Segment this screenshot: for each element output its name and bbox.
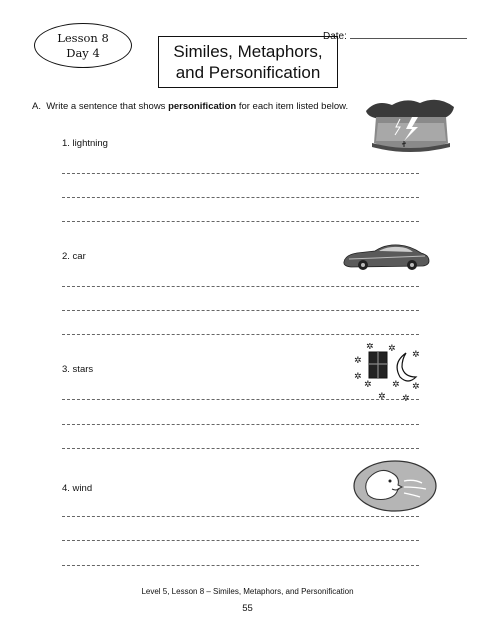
svg-text:✲: ✲: [366, 343, 374, 352]
car-icon: [341, 242, 431, 272]
item-label-stars: 3. stars: [62, 364, 94, 375]
date-blank[interactable]: [350, 30, 467, 39]
instruction-bold-word: personification: [168, 101, 237, 112]
day-label: Day 4: [66, 46, 100, 60]
writing-line[interactable]: [62, 516, 419, 517]
item-label-lightning: 1. lightning: [62, 138, 108, 149]
instruction-text-after: for each item listed below.: [238, 101, 349, 112]
section-prefix: A.: [32, 101, 41, 112]
writing-line[interactable]: [62, 424, 419, 425]
svg-text:✲: ✲: [402, 394, 410, 404]
svg-text:✲: ✲: [354, 356, 362, 366]
writing-line[interactable]: [62, 540, 419, 541]
writing-line[interactable]: [62, 399, 419, 400]
date-field[interactable]: [323, 30, 467, 42]
item-label-wind: 4. wind: [62, 483, 93, 494]
date-label: Date:: [323, 31, 347, 42]
section-instruction: [32, 101, 348, 112]
svg-text:✲: ✲: [412, 382, 420, 392]
svg-text:✲: ✲: [378, 392, 386, 402]
title-line-2: and Personification: [175, 63, 321, 82]
stars-moon-icon: [352, 343, 422, 405]
svg-text:✲: ✲: [388, 344, 396, 354]
writing-line[interactable]: [62, 197, 419, 198]
svg-text:✲: ✲: [392, 380, 400, 390]
svg-text:✲: ✲: [412, 350, 420, 360]
item-label-car: 2. car: [62, 251, 86, 262]
writing-line[interactable]: [62, 334, 419, 335]
writing-line[interactable]: [62, 173, 419, 174]
svg-text:✲: ✲: [354, 372, 362, 382]
instruction-text-before: Write a sentence that shows: [46, 101, 166, 112]
lesson-label: Lesson 8: [57, 31, 109, 45]
lightning-icon: [362, 97, 458, 157]
lesson-day-badge: [34, 23, 132, 68]
writing-line[interactable]: [62, 565, 419, 566]
writing-line[interactable]: [62, 310, 419, 311]
wind-icon: [352, 459, 438, 513]
page-title: [158, 36, 338, 88]
footer-text: Level 5, Lesson 8 – Similes, Metaphors, and Personification: [141, 587, 354, 596]
title-line-1: Similes, Metaphors,: [173, 42, 323, 61]
writing-line[interactable]: [62, 286, 419, 287]
page-number: 55: [242, 603, 253, 614]
svg-text:✲: ✲: [364, 380, 372, 390]
writing-line[interactable]: [62, 448, 419, 449]
writing-line[interactable]: [62, 221, 419, 222]
